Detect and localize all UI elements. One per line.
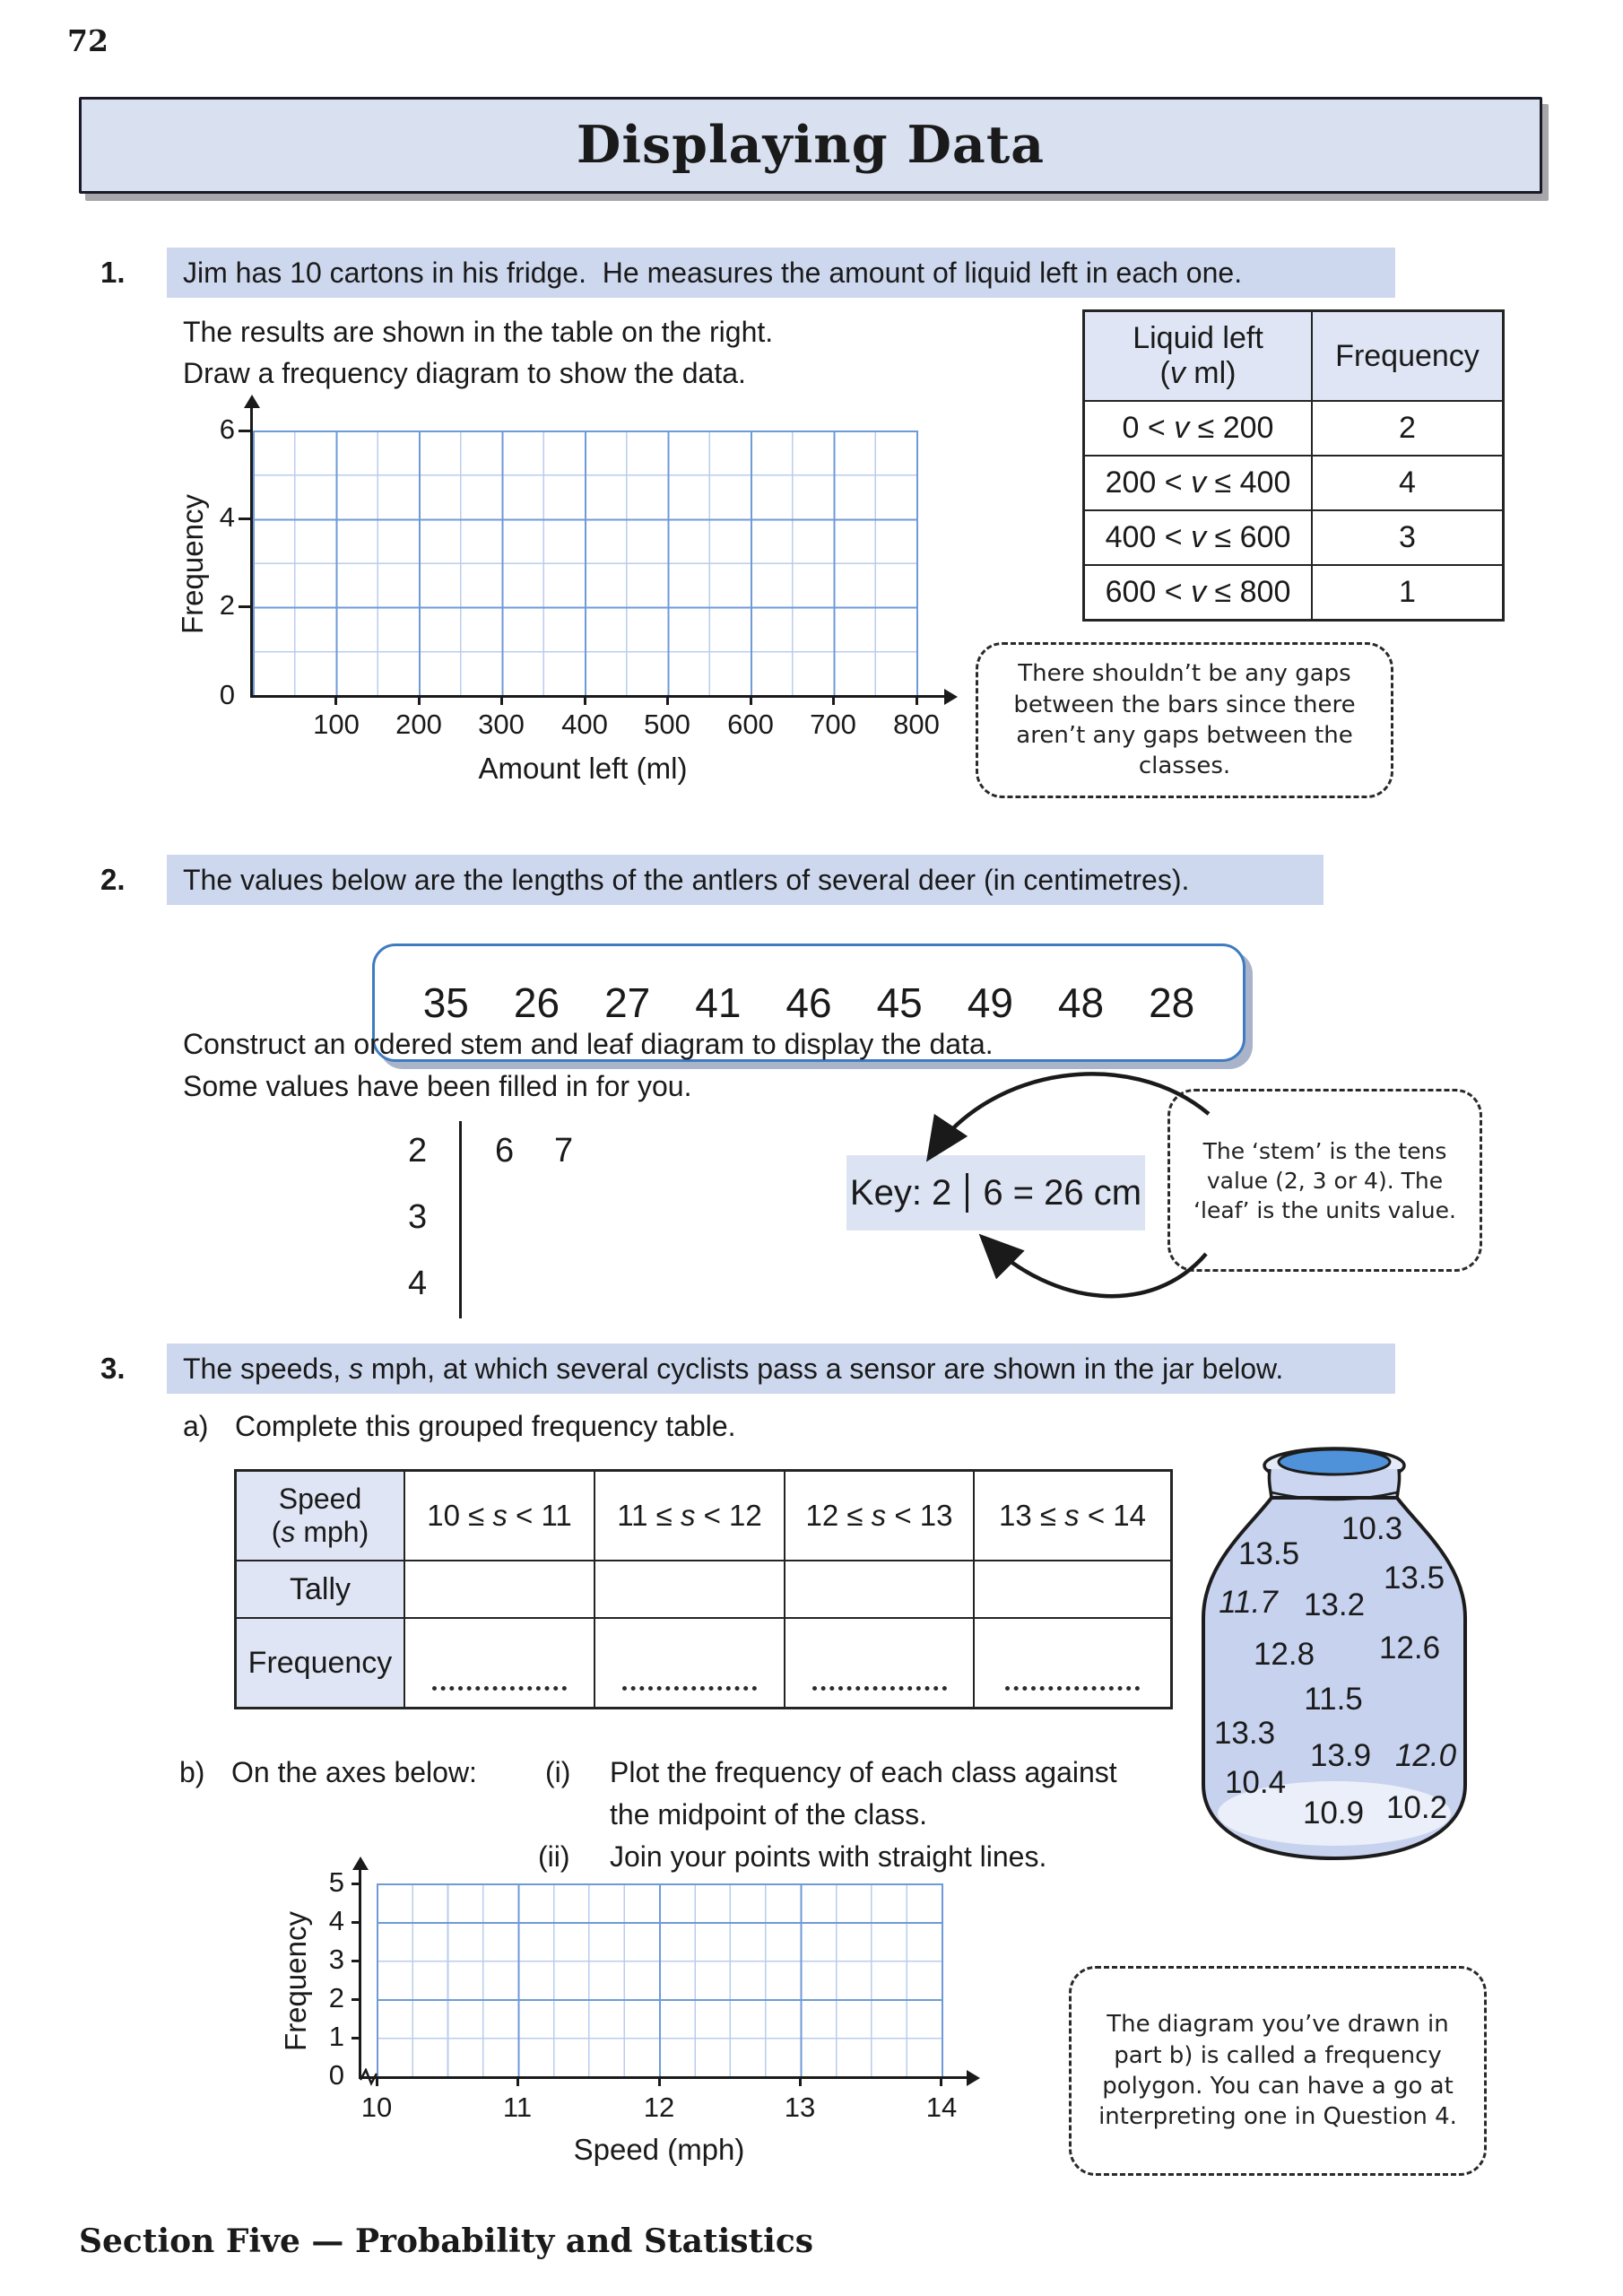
q3-ytick-label: 4 — [328, 1905, 344, 1936]
q3-class-header: 12 ≤ s < 13 — [785, 1472, 973, 1560]
q3-b-i-text2: the midpoint of the class. — [610, 1798, 927, 1831]
q3-chart-y-axis — [359, 1867, 361, 2079]
q1-ytick-mark — [239, 517, 250, 520]
q2-leaf: 7 — [554, 1132, 574, 1170]
q3-xtick-label: 10 — [360, 2092, 393, 2123]
q2-value: 49 — [967, 979, 1013, 1026]
q3-grouped-frequency-table — [234, 1469, 1173, 1709]
q3-a-label: a) — [183, 1410, 209, 1442]
q1-frequency-table — [1082, 309, 1505, 622]
q3-xtick-label: 14 — [925, 2092, 958, 2123]
q1-chart-grid — [253, 430, 918, 695]
jar-value: 13.5 — [1237, 1536, 1300, 1571]
q3-xtick-label: 13 — [784, 2092, 816, 2123]
q2-leaf: 6 — [495, 1132, 515, 1170]
jar-value: 10.9 — [1302, 1796, 1365, 1831]
jar-mouth — [1279, 1449, 1390, 1474]
q3-ytick-label: 1 — [328, 2021, 344, 2052]
q1-chart-x-label: Amount left (ml) — [478, 752, 688, 785]
q3-ytick-mark — [352, 2037, 360, 2039]
q1-table-row-class: 200 < v ≤ 400 — [1085, 457, 1311, 509]
q3-chart-x-label: Speed (mph) — [573, 2133, 745, 2166]
q3-class-header: 13 ≤ s < 14 — [975, 1472, 1170, 1560]
q1-table-row-freq: 1 — [1313, 566, 1502, 619]
q1-ytick-mark — [239, 430, 250, 432]
q3-tally-cell — [975, 1561, 1170, 1617]
q1-chart-x-axis — [250, 695, 946, 698]
q3-xtick-mark — [516, 2079, 519, 2086]
q1-xtick-mark — [750, 698, 752, 705]
q2-key-post: 6 = 26 cm — [983, 1172, 1142, 1213]
q2-value: 46 — [785, 979, 832, 1026]
q1-xtick-label: 100 — [313, 709, 360, 740]
q3-chart-x-axis — [359, 2076, 968, 2079]
q3-chart-y-arrow-icon — [352, 1857, 369, 1870]
q3-ytick-label: 5 — [328, 1866, 344, 1898]
q1-table-header-liquid-line2: (v ml) — [1159, 356, 1237, 390]
q1-xtick-label: 200 — [395, 709, 442, 740]
q3-tally-cell — [785, 1561, 973, 1617]
jar-value: 13.2 — [1303, 1587, 1366, 1622]
answer-dotted-line — [812, 1686, 947, 1691]
q1-xtick-label: 700 — [810, 709, 856, 740]
title-banner — [79, 97, 1542, 194]
jar-value: 11.7 — [1219, 1585, 1278, 1620]
jar-value: 10.4 — [1224, 1765, 1287, 1800]
page-title: Displaying Data — [576, 115, 1046, 175]
q1-xtick-mark — [418, 698, 421, 705]
q1-line1: The results are shown in the table on the right. — [183, 316, 774, 348]
q2-number: 2. — [100, 863, 126, 896]
q3-frequency-cell — [975, 1619, 1170, 1707]
q3-ytick-mark — [352, 1883, 360, 1885]
jar-value: 12.0 — [1394, 1738, 1457, 1773]
q1-table-row-class: 400 < v ≤ 600 — [1085, 511, 1311, 564]
q3-frequency-cell — [785, 1619, 973, 1707]
jar-value: 12.8 — [1253, 1637, 1315, 1672]
q1-ytick-label: 2 — [219, 589, 235, 621]
q3-ytick-mark — [352, 1998, 360, 2001]
q1-chart-y-arrow-icon — [244, 395, 260, 408]
q3-xtick-mark — [376, 2079, 378, 2086]
q2-key-pre: Key: 2 — [849, 1172, 952, 1213]
jar-value: 13.3 — [1213, 1716, 1276, 1751]
q3-ytick-mark — [352, 1921, 360, 1924]
q2-stem: 3 — [408, 1198, 428, 1236]
q3-b-ii-text: Join your points with straight lines. — [610, 1840, 1047, 1873]
q3-class-header: 10 ≤ s < 11 — [405, 1472, 594, 1560]
q3-number: 3. — [100, 1352, 126, 1385]
q1-table-header-frequency: Frequency — [1313, 312, 1502, 400]
q3-frequency-label: Frequency — [237, 1619, 404, 1707]
q3-b-intro: On the axes below: — [231, 1756, 477, 1788]
q1-xtick-mark — [500, 698, 503, 705]
footer-section-title: Section Five — Probability and Statistics — [79, 2222, 814, 2260]
q3-table-speed-header — [237, 1472, 404, 1560]
key-arrow-top — [931, 1074, 1209, 1155]
answer-dotted-line — [1005, 1686, 1140, 1691]
q3-b-i-label: (i) — [545, 1756, 571, 1788]
q1-xtick-mark — [916, 698, 918, 705]
q1-ytick-label: 6 — [219, 413, 235, 445]
q2-stem: 4 — [408, 1265, 428, 1302]
answer-dotted-line — [432, 1686, 567, 1691]
jar-value: 12.6 — [1378, 1631, 1441, 1665]
q1-xtick-label: 800 — [893, 709, 940, 740]
q1-chart-x-arrow-icon — [944, 689, 958, 705]
jar-value: 11.5 — [1304, 1682, 1363, 1717]
q1-xtick-label: 500 — [644, 709, 690, 740]
q1-table-row-class: 0 < v ≤ 200 — [1085, 402, 1311, 455]
q3-b-label: b) — [179, 1756, 205, 1788]
q3-xtick-label: 11 — [502, 2092, 533, 2123]
q1-table-row-freq: 4 — [1313, 457, 1502, 509]
q3-note: The diagram you’ve drawn in part b) is called a frequency polygon. You can have a go at interpreting one in Question 4. — [1069, 1966, 1487, 2176]
q3-chart-x-arrow-icon — [967, 2070, 980, 2086]
q2-value: 45 — [876, 979, 923, 1026]
q1-line2: Draw a frequency diagram to show the data. — [183, 357, 746, 389]
q3-speed-label: Speed — [278, 1483, 362, 1515]
q2-note: The ‘stem’ is the tens value (2, 3 or 4). The ‘leaf’ is the units value. — [1167, 1089, 1482, 1272]
q1-table-header-liquid-line1: Liquid left — [1133, 321, 1263, 355]
q1-xtick-mark — [334, 698, 337, 705]
jar-value: 10.3 — [1341, 1511, 1403, 1546]
q1-ytick-label: 0 — [219, 679, 235, 710]
q3-ytick-mark — [352, 1960, 360, 1962]
q3-xtick-mark — [799, 2079, 802, 2086]
q1-note: There shouldn’t be any gaps between the bars since there aren’t any gaps between the classes. — [976, 642, 1393, 798]
q2-value: 35 — [422, 979, 469, 1026]
q2-value: 48 — [1057, 979, 1105, 1026]
q3-frequency-cell — [405, 1619, 594, 1707]
q2-value: 27 — [604, 979, 651, 1026]
q1-xtick-label: 300 — [478, 709, 525, 740]
jar-value: 10.2 — [1385, 1790, 1448, 1825]
q3-ytick-label: 0 — [328, 2059, 344, 2091]
q3-class-header: 11 ≤ s < 12 — [595, 1472, 784, 1560]
q2-instr1: Construct an ordered stem and leaf diagram to display the data. — [183, 1028, 994, 1060]
q2-stem-leaf-divider — [459, 1121, 462, 1318]
q3-a-text: Complete this grouped frequency table. — [235, 1410, 736, 1442]
q2-value: 26 — [513, 979, 560, 1026]
q3-tally-cell — [595, 1561, 784, 1617]
q1-table-row-freq: 2 — [1313, 402, 1502, 455]
q1-ytick-label: 4 — [219, 501, 235, 533]
q3-speed-units: (s mph) — [271, 1516, 369, 1548]
q1-table-header-liquid — [1085, 312, 1311, 400]
q2-instr2: Some values have been filled in for you. — [183, 1070, 692, 1102]
q2-value: 28 — [1149, 979, 1195, 1026]
q3-tally-label: Tally — [237, 1561, 404, 1617]
q1-xtick-mark — [832, 698, 835, 705]
q1-ytick-mark — [239, 605, 250, 608]
q3-xtick-mark — [658, 2079, 661, 2086]
q3-ytick-label: 3 — [328, 1944, 344, 1975]
q3-xtick-label: 12 — [643, 2092, 675, 2123]
q1-prompt: Jim has 10 cartons in his fridge. He measures the amount of liquid left in each one. — [167, 248, 1395, 298]
page-number: 72 — [67, 23, 108, 58]
q3-b-i-text1: Plot the frequency of each class against — [610, 1756, 1117, 1788]
q2-prompt: The values below are the lengths of the antlers of several deer (in centimetres). — [167, 855, 1324, 905]
q1-xtick-mark — [666, 698, 669, 705]
q2-stem: 2 — [408, 1132, 428, 1170]
q1-number: 1. — [100, 256, 126, 289]
q3-chart-grid — [377, 1883, 943, 2076]
q3-tally-cell — [405, 1561, 594, 1617]
q2-value: 41 — [695, 979, 742, 1026]
key-arrow-bottom — [985, 1239, 1206, 1296]
q1-chart-y-axis — [250, 405, 253, 698]
q3-ytick-label: 2 — [328, 1982, 344, 2013]
q3-frequency-cell — [595, 1619, 784, 1707]
q3-prompt: The speeds, s mph, at which several cyclists pass a sensor are shown in the jar below. — [167, 1344, 1395, 1394]
q3-b-ii-label: (ii) — [538, 1840, 570, 1873]
q1-chart-y-label: Frequency — [176, 494, 209, 634]
answer-dotted-line — [622, 1686, 757, 1691]
q1-xtick-label: 600 — [727, 709, 774, 740]
jar-value: 13.9 — [1309, 1738, 1372, 1773]
q1-xtick-mark — [584, 698, 586, 705]
q3-xtick-mark — [940, 2079, 942, 2086]
q3-chart-y-label: Frequency — [279, 1911, 312, 2051]
q1-table-row-class: 600 < v ≤ 800 — [1085, 566, 1311, 619]
q1-xtick-label: 400 — [561, 709, 608, 740]
q2-key-arrows — [843, 1058, 1228, 1327]
q1-table-row-freq: 3 — [1313, 511, 1502, 564]
jar-value: 13.5 — [1383, 1561, 1445, 1596]
